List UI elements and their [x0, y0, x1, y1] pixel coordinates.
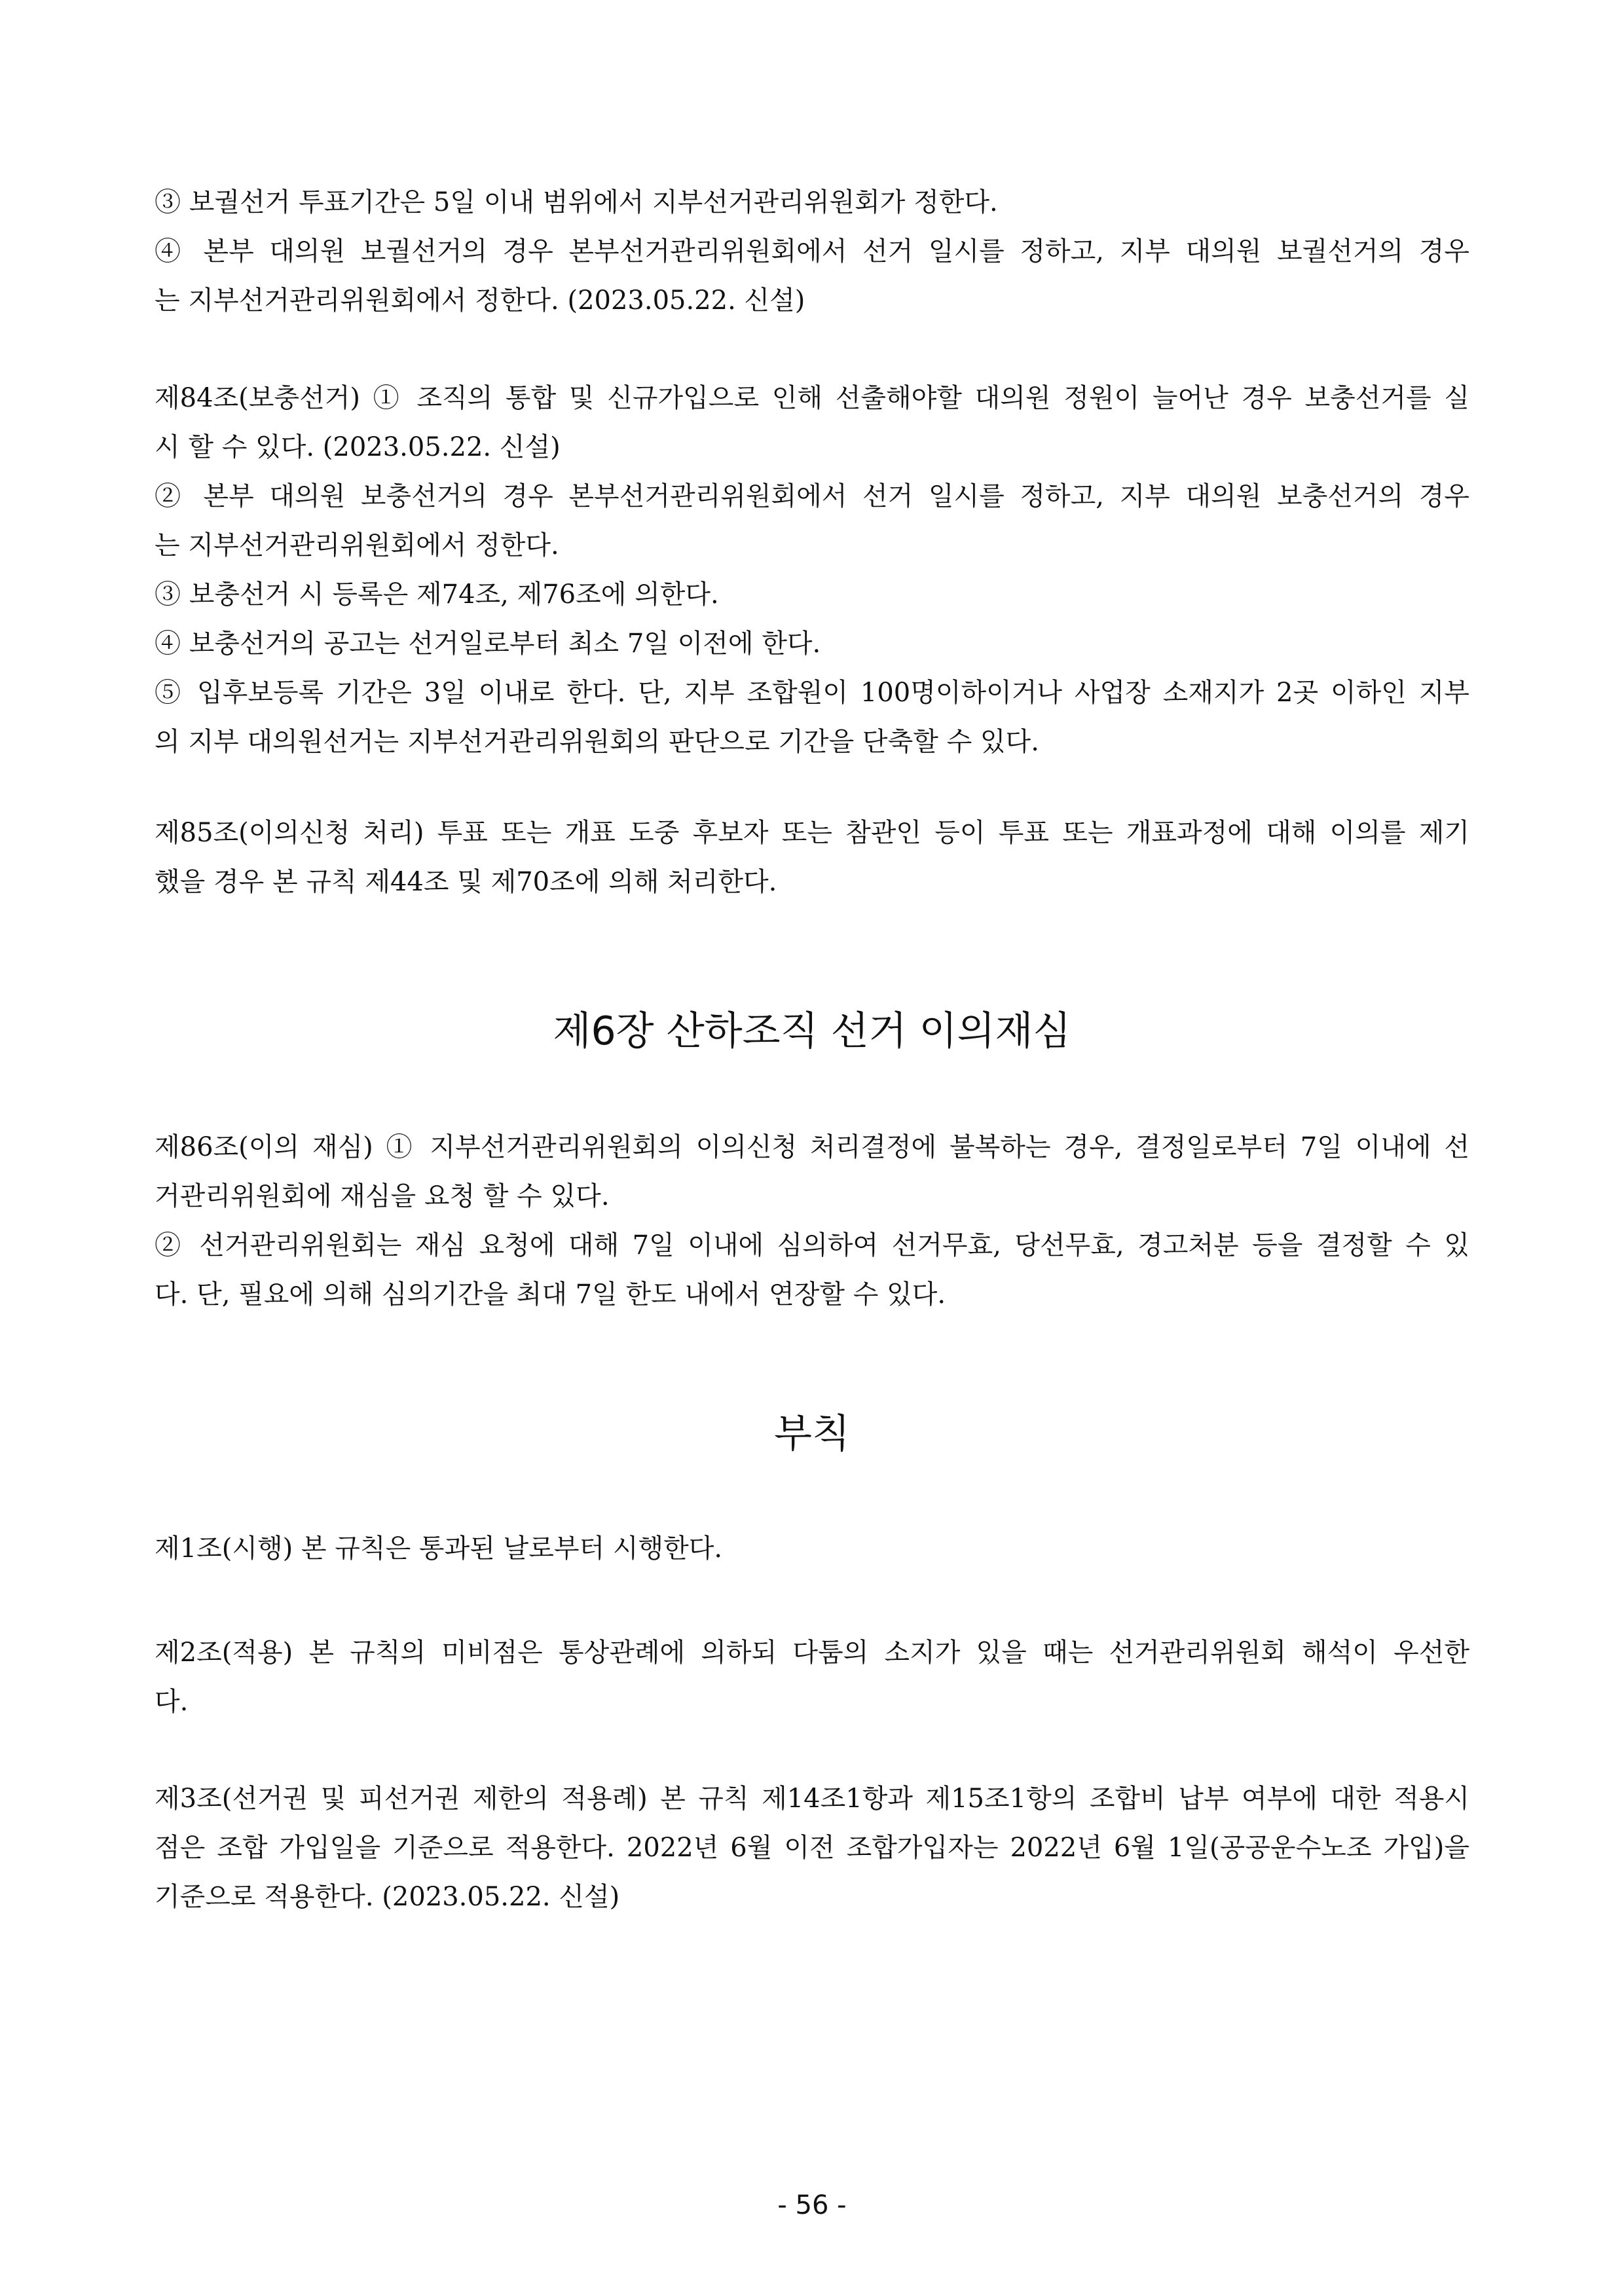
supplementary-article-2-line-1: 제2조(적용) 본 규칙의 미비점은 통상관례에 의하되 다툼의 소지가 있을 때는 선거관리위원회 해석이 우선한: [155, 1638, 1469, 1668]
supplementary-article-3: [155, 1774, 1469, 1922]
article-85-line-1: 제85조(이의신청 처리) 투표 또는 개표 도중 후보자 또는 참관인 등이 투표 또는 개표과정에 대해 이의를 제기: [155, 818, 1469, 848]
article-86-line-2: 거관리위원회에 재심을 요청 할 수 있다.: [155, 1181, 610, 1211]
article-83-continuation: [155, 178, 1469, 325]
supplementary-article-2: [155, 1628, 1469, 1727]
article-86-paragraph-2-line-1: ② 선거관리위원회는 재심 요청에 대해 7일 이내에 심의하여 선거무효, 당선무효, 경고처분 등을 결정할 수 있: [155, 1230, 1469, 1260]
article-84-line-2: 시 할 수 있다. (2023.05.22. 신설): [155, 432, 561, 462]
article-86-line-1: 제86조(이의 재심) ① 지부선거관리위원회의 이의신청 처리결정에 불복하는 경우, 결정일로부터 7일 이내에 선: [155, 1132, 1469, 1162]
article-84-paragraph-2-line-2: 는 지부선거관리위원회에서 정한다.: [155, 530, 559, 560]
chapter-6-title: 제6장 산하조직 선거 이의재심: [553, 1008, 1071, 1054]
supplementary-article-1: [155, 1524, 1469, 1573]
supplementary-article-3-line-1: 제3조(선거권 및 피선거권 제한의 적용례) 본 규칙 제14조1항과 제15조1항의 조합비 납부 여부에 대한 적용시: [155, 1784, 1469, 1814]
article-86-paragraph-2-line-2: 다. 단, 필요에 의해 심의기간을 최대 7일 한도 내에서 연장할 수 있다.: [155, 1279, 946, 1310]
article-84-paragraph-5-line-2: 의 지부 대의원선거는 지부선거관리위원회의 판단으로 기간을 단축할 수 있다.: [155, 727, 1039, 757]
article-86: [155, 1123, 1469, 1319]
supplementary-article-3-line-3: 기준으로 적용한다. (2023.05.22. 신설): [155, 1882, 620, 1912]
paragraph-3: ③ 보궐선거 투표기간은 5일 이내 범위에서 지부선거관리위원회가 정한다.: [155, 187, 998, 217]
article-84-paragraph-2-line-1: ② 본부 대의원 보충선거의 경우 본부선거관리위원회에서 선거 일시를 정하고, 지부 대의원 보충선거의 경우: [155, 481, 1469, 511]
article-85: [155, 809, 1469, 907]
article-85-line-2: 했을 경우 본 규칙 제44조 및 제70조에 의해 처리한다.: [155, 867, 777, 897]
supplementary-provisions-title: 부칙: [774, 1411, 850, 1457]
supplementary-article-2-line-2: 다.: [155, 1687, 189, 1717]
article-84-line-1: 제84조(보충선거) ① 조직의 통합 및 신규가입으로 인해 선출해야할 대의원 정원이 늘어난 경우 보충선거를 실: [155, 383, 1469, 413]
paragraph-4-line-2: 는 지부선거관리위원회에서 정한다. (2023.05.22. 신설): [155, 285, 805, 316]
page-number: - 56 -: [777, 2190, 847, 2220]
supplementary-article-3-line-2: 점은 조합 가입일을 기준으로 적용한다. 2022년 6월 이전 조합가입자는 2022년 6월 1일(공공운수노조 가입)을: [155, 1833, 1469, 1863]
article-84-paragraph-5-line-1: ⑤ 입후보등록 기간은 3일 이내로 한다. 단, 지부 조합원이 100명이하이거나 사업장 소재지가 2곳 이하인 지부: [155, 678, 1469, 708]
supplementary-article-1-text: 제1조(시행) 본 규칙은 통과된 날로부터 시행한다.: [155, 1533, 723, 1564]
article-84-paragraph-3: ③ 보충선거 시 등록은 제74조, 제76조에 의한다.: [155, 579, 719, 610]
paragraph-4-line-1: ④ 본부 대의원 보궐선거의 경우 본부선거관리위원회에서 선거 일시를 정하고, 지부 대의원 보궐선거의 경우: [155, 236, 1469, 266]
article-84-paragraph-4: ④ 보충선거의 공고는 선거일로부터 최소 7일 이전에 한다.: [155, 629, 821, 659]
article-84: [155, 374, 1469, 767]
